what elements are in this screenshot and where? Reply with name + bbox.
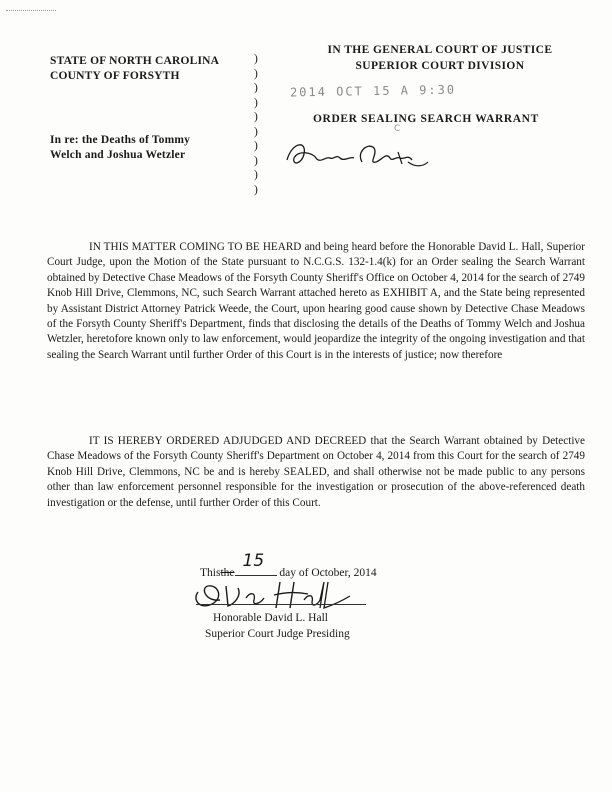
caption-paren: )	[254, 67, 258, 80]
order-paragraph-findings: IN THIS MATTER COMING TO BE HEARD and being heard before the Honorable David L. Hall, Superior Court Judge, upon the Motion of the State pursuant to N.C.G.S. 132-1.4(k) for an Order sealing the Search Warrant obtained by Detective Chase Meadows of the Forsyth County Sheriff's Office on October 4, 2014 for the search of 2749 Knob Hill Drive, Clemmons, NC, such Search Warrant attached hereto as EXHIBIT A, and the State being represented by Assistant District Attorney Patrick Weede, the Court, upon hearing good cause shown by Detective Chase Meadows of the Forsyth County Sheriff's Department, finds that disclosing the details of the Deaths of Tommy Welch and Joshua Wetzler, heretofore known only to law enforcement, would jeopardize the integrity of the ongoing investigation and that sealing the Search Warrant until further Order of this Court is in the interests of justice; now therefore	[47, 241, 585, 361]
day-blank	[235, 551, 277, 576]
caption-in-re-line2: Welch and Joshua Wetzler	[50, 149, 186, 161]
date-prefix: This	[200, 567, 221, 579]
caption-paren: )	[254, 125, 258, 138]
struck-word: the	[220, 567, 235, 579]
date-suffix: day of October, 2014	[279, 567, 377, 579]
court-heading-line1: IN THE GENERAL COURT OF JUSTICE	[327, 44, 553, 56]
judge-title: Superior Court Judge Presiding	[205, 628, 350, 640]
court-heading-line2: SUPERIOR COURT DIVISION	[355, 60, 525, 72]
scan-corner-mark	[6, 10, 56, 12]
caption-paren: )	[254, 140, 258, 152]
caption-paren: )	[254, 183, 258, 196]
caption-paren: )	[254, 169, 258, 181]
caption-county: COUNTY OF FORSYTH	[50, 70, 180, 82]
caption-paren: )	[254, 53, 258, 65]
caption-paren: )	[254, 96, 258, 109]
caption-paren: )	[254, 154, 258, 167]
caption-paren: )	[254, 82, 258, 94]
file-stamp: 2014 OCT 15 A 9:30	[289, 82, 457, 100]
judge-name: Honorable David L. Hall	[213, 612, 328, 624]
day-number: 15	[242, 551, 265, 571]
date-line	[200, 551, 377, 579]
clerk-signature	[282, 132, 432, 182]
order-title: ORDER SEALING SEARCH WARRANT	[313, 113, 539, 125]
order-paragraph-decree: IT IS HEREBY ORDERED ADJUDGED AND DECREED that the Search Warrant obtained by Detective Chase Meadows of the Forsyth County Sheriff's Department on October 4, 2014 from this Court for the search of 2749 Knob Hill Drive, Clemmons, NC be and is hereby SEALED, and shall otherwise not be made public to any persons other than law enforcement personnel responsible for the investigation or prosecution of the above-referenced death investigation or the defense, until further Order of this Court.	[47, 435, 585, 509]
caption-paren-column	[254, 52, 264, 197]
caption-paren: )	[254, 111, 258, 123]
judge-signature	[190, 578, 370, 614]
caption-state: STATE OF NORTH CAROLINA	[50, 55, 220, 67]
signature-line	[196, 604, 366, 605]
stamp-letter: C	[394, 124, 401, 134]
caption-in-re-line1: In re: the Deaths of Tommy	[50, 134, 191, 146]
